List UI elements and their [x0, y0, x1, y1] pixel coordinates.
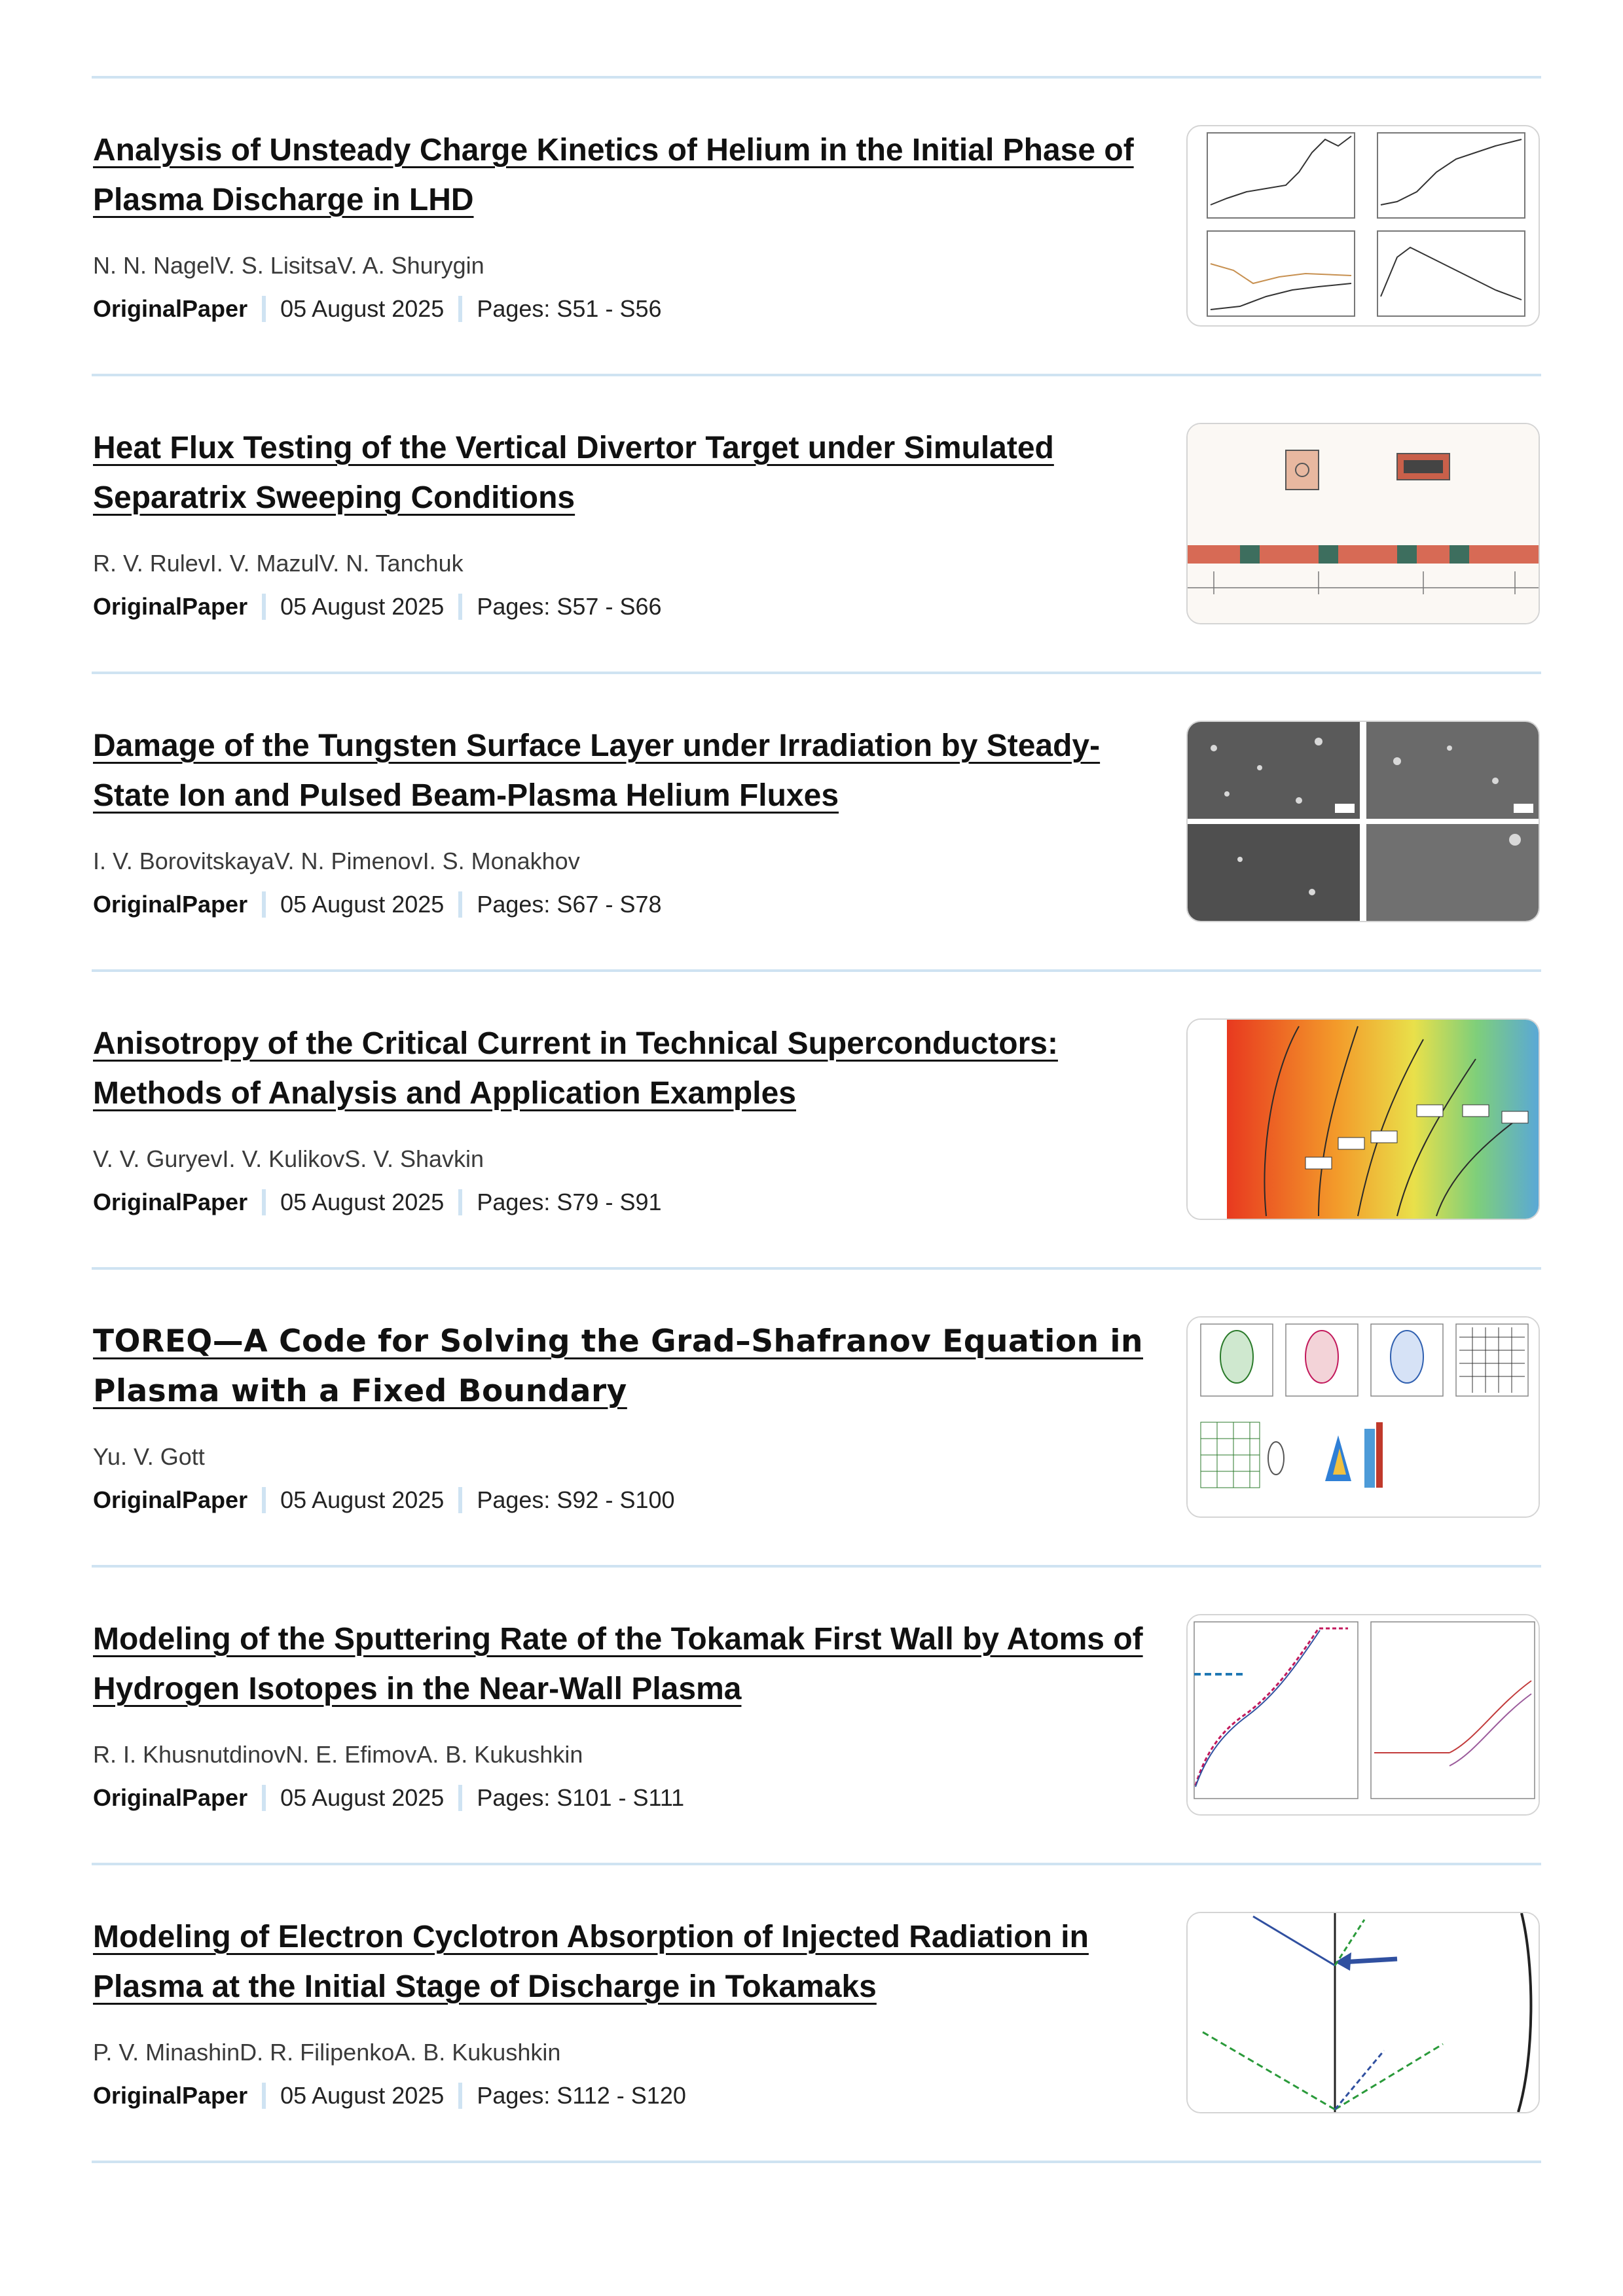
divider	[92, 2161, 1541, 2163]
meta-separator	[262, 1189, 266, 1215]
meta-separator	[262, 594, 266, 620]
article-text	[93, 721, 1154, 919]
article-item	[92, 376, 1541, 672]
curve-plots-figure-icon[interactable]	[1186, 1614, 1540, 1816]
plasma-equilibrium-figure-icon[interactable]	[1186, 1316, 1540, 1518]
article-meta	[93, 1188, 1154, 1217]
vector-diagram-figure-icon[interactable]	[1186, 1912, 1540, 2113]
article-text	[93, 1317, 1154, 1515]
figure-thumbnail	[1188, 722, 1539, 921]
meta-separator	[458, 296, 462, 322]
article-item	[92, 79, 1541, 374]
article-item	[92, 1270, 1541, 1565]
line-plots-figure-icon[interactable]	[1186, 125, 1540, 327]
article-meta	[93, 295, 1154, 323]
figure-thumbnail	[1188, 1615, 1539, 1814]
article-authors: I. V. BorovitskayaV. N. PimenovI. S. Monakhov	[93, 848, 580, 874]
article-pages: Pages: S67 - S78	[477, 891, 662, 918]
meta-separator	[458, 1487, 462, 1513]
article-title-link[interactable]: Modeling of Electron Cyclotron Absorption of Injected Radiation in Plasma at the Initial Stage of Discharge in Tokamaks	[93, 1920, 1089, 2004]
article-text	[93, 423, 1154, 621]
figure-thumbnail	[1188, 1318, 1539, 1516]
article-pages: Pages: S57 - S66	[477, 593, 662, 620]
article-meta	[93, 592, 1154, 621]
article-type: OriginalPaper	[93, 2082, 248, 2109]
micrograph-figure-icon[interactable]	[1186, 721, 1540, 922]
meta-separator	[262, 2083, 266, 2109]
meta-separator	[458, 891, 462, 918]
article-text	[93, 1019, 1154, 1217]
article-title-link[interactable]: Modeling of the Sputtering Rate of the Tokamak First Wall by Atoms of Hydrogen Isotopes in the Near-Wall Plasma	[93, 1622, 1143, 1706]
article-date: 05 August 2025	[280, 891, 445, 918]
figure-thumbnail	[1188, 126, 1539, 325]
article-meta	[93, 890, 1154, 919]
contour-map-figure-icon[interactable]	[1186, 1018, 1540, 1220]
article-text	[93, 1615, 1154, 1812]
article-item	[92, 972, 1541, 1267]
article-authors: V. V. GuryevI. V. KulikovS. V. Shavkin	[93, 1145, 484, 1172]
meta-separator	[262, 891, 266, 918]
article-meta	[93, 1486, 1154, 1515]
meta-separator	[458, 1785, 462, 1811]
article-title-link[interactable]: Heat Flux Testing of the Vertical Divertor Target under Simulated Separatrix Sweeping Conditions	[93, 431, 1054, 515]
meta-separator	[458, 1189, 462, 1215]
engineering-drawing-figure-icon[interactable]	[1186, 423, 1540, 624]
article-date: 05 August 2025	[280, 1784, 445, 1811]
article-type: OriginalPaper	[93, 593, 248, 620]
article-authors: P. V. MinashinD. R. FilipenkoA. B. Kukushkin	[93, 2039, 561, 2066]
article-authors: Yu. V. Gott	[93, 1443, 205, 1470]
article-date: 05 August 2025	[280, 2082, 445, 2109]
meta-separator	[458, 2083, 462, 2109]
article-title-link[interactable]: TOREQ—A Code for Solving the Grad–Shafranov Equation in Plasma with a Fixed Boundary	[93, 1323, 1143, 1409]
article-authors: R. V. RulevI. V. MazulV. N. Tanchuk	[93, 550, 464, 577]
article-pages: Pages: S79 - S91	[477, 1189, 662, 1215]
article-type: OriginalPaper	[93, 1486, 248, 1513]
article-type: OriginalPaper	[93, 891, 248, 918]
article-title-link[interactable]: Analysis of Unsteady Charge Kinetics of Helium in the Initial Phase of Plasma Discharge in LHD	[93, 133, 1134, 217]
article-date: 05 August 2025	[280, 1486, 445, 1513]
article-date: 05 August 2025	[280, 295, 445, 322]
article-pages: Pages: S112 - S120	[477, 2082, 686, 2109]
article-meta	[93, 2081, 1154, 2110]
article-meta	[93, 1784, 1154, 1812]
article-pages: Pages: S101 - S111	[477, 1784, 685, 1811]
figure-thumbnail	[1188, 1020, 1539, 1219]
article-title-link[interactable]: Damage of the Tungsten Surface Layer under Irradiation by Steady-State Ion and Pulsed Beam-Plasma Helium Fluxes	[93, 728, 1101, 813]
figure-thumbnail	[1188, 424, 1539, 623]
meta-separator	[262, 1785, 266, 1811]
article-type: OriginalPaper	[93, 1189, 248, 1215]
meta-separator	[262, 296, 266, 322]
article-type: OriginalPaper	[93, 295, 248, 322]
article-title-link[interactable]: Anisotropy of the Critical Current in Technical Superconductors: Methods of Analysis and Application Examples	[93, 1026, 1058, 1111]
meta-separator	[262, 1487, 266, 1513]
article-type: OriginalPaper	[93, 1784, 248, 1811]
article-pages: Pages: S51 - S56	[477, 295, 662, 322]
article-list	[92, 76, 1541, 2163]
article-item	[92, 1865, 1541, 2161]
article-item	[92, 674, 1541, 969]
article-authors: R. I. KhusnutdinovN. E. EfimovA. B. Kukushkin	[93, 1741, 583, 1768]
article-authors: N. N. NagelV. S. LisitsaV. A. Shurygin	[93, 252, 484, 279]
article-text	[93, 1912, 1154, 2110]
article-date: 05 August 2025	[280, 1189, 445, 1215]
article-item	[92, 1568, 1541, 1863]
meta-separator	[458, 594, 462, 620]
article-text	[93, 126, 1154, 323]
article-pages: Pages: S92 - S100	[477, 1486, 675, 1513]
article-date: 05 August 2025	[280, 593, 445, 620]
figure-thumbnail	[1188, 1913, 1539, 2112]
